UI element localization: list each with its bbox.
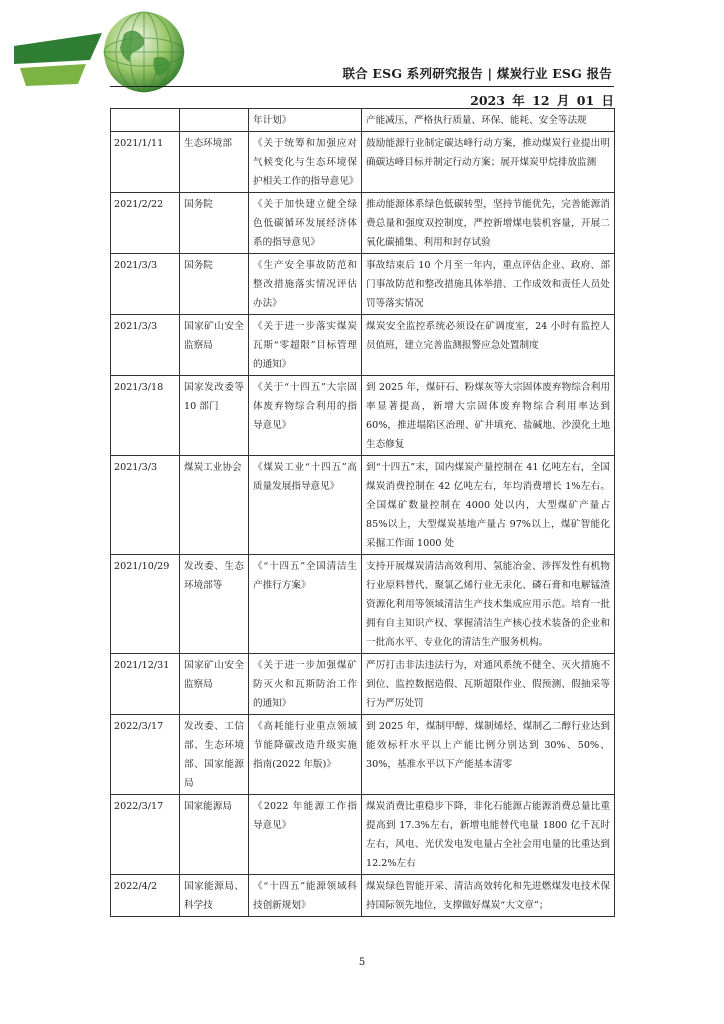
cell-department: 国家能源局	[180, 795, 249, 875]
table-row	[111, 132, 615, 193]
cell-date: 2022/3/17	[111, 715, 180, 795]
cell-content: 支持开展煤炭清洁高效利用、氢能冶金、涉挥发性有机物行业原料替代、聚氯乙烯行业无汞化、磷石膏和电解锰渣资源化利用等领域清洁生产技术集成应用示范。培育一批拥有自主知识产权、掌握清洁生产核心技术装备的企业和一批高水平、专业化的清洁生产服务机构。	[362, 555, 615, 654]
cell-date: 2022/3/17	[111, 795, 180, 875]
cell-document: 《高耗能行业重点领域节能降碳改造升级实施指南(2022 年版)》	[249, 715, 362, 795]
cell-content: 煤炭绿色智能开采、清洁高效转化和先进燃煤发电技术保持国际领先地位，支撑做好煤炭“大文章”；	[362, 875, 615, 917]
cell-document: 《煤炭工业“十四五”高质量发展指导意见》	[249, 456, 362, 555]
cell-content: 到“十四五”末，国内煤炭产量控制在 41 亿吨左右，全国煤炭消费控制在 42 亿吨左右，年均消费增长 1%左右。全国煤矿数量控制在 4000 处以内，大型煤矿产量占 85%以上，大型煤炭基地产量占 97%以上，煤矿智能化采掘工作面 1000 处	[362, 456, 615, 555]
cell-date: 2021/3/3	[111, 456, 180, 555]
cell-department	[180, 109, 249, 132]
policy-table	[110, 108, 615, 917]
cell-department: 国务院	[180, 254, 249, 315]
table-row	[111, 193, 615, 254]
cell-date: 2021/3/3	[111, 254, 180, 315]
table-row	[111, 875, 615, 917]
cell-content: 煤炭消费比重稳步下降，非化石能源占能源消费总量比重提高到 17.3%左右，新增电能替代电量 1800 亿千瓦时左右，风电、光伏发电发电量占全社会用电量的比重达到 12.2%左右	[362, 795, 615, 875]
cell-content: 严厉打击非法违法行为，对通风系统不健全、灭火措施不到位、监控数据造假、瓦斯超限作业、假预测、假抽采等行为严厉处罚	[362, 654, 615, 715]
cell-date: 2021/3/18	[111, 376, 180, 456]
cell-department: 煤炭工业协会	[180, 456, 249, 555]
cell-date	[111, 109, 180, 132]
cell-content: 事故结束后 10 个月至一年内，重点评估企业、政府、部门事故防范和整改措施具体举措、工作成效和责任人员处罚等落实情况	[362, 254, 615, 315]
table-row	[111, 109, 615, 132]
table-row	[111, 456, 615, 555]
cell-date: 2021/1/11	[111, 132, 180, 193]
cell-department: 发改委、生态环境部等	[180, 555, 249, 654]
cell-date: 2021/10/29	[111, 555, 180, 654]
cell-document: 《生产安全事故防范和整改措施落实情况评估办法》	[249, 254, 362, 315]
cell-content: 到 2025 年，煤制甲醇、煤制烯烃、煤制乙二醇行业达到能效标杆水平以上产能比例分别达到 30%、50%、30%，基准水平以下产能基本清零	[362, 715, 615, 795]
cell-department: 国务院	[180, 193, 249, 254]
cell-document: 《关于加快建立健全绿色低碳循环发展经济体系的指导意见》	[249, 193, 362, 254]
cell-document: 《“十四五”能源领域科技创新规划》	[249, 875, 362, 917]
cell-date: 2021/2/22	[111, 193, 180, 254]
cell-document: 《关于统筹和加强应对气候变化与生态环境保护相关工作的指导意见》	[249, 132, 362, 193]
cell-content: 到 2025 年，煤矸石、粉煤灰等大宗固体废弃物综合利用率显著提高，新增大宗固体废弃物综合利用率达到 60%，推进塌陷区治理、矿井填充、盐碱地、沙漠化土地生态修复	[362, 376, 615, 456]
cell-document: 《“十四五”全国清洁生产推行方案》	[249, 555, 362, 654]
header-divider	[110, 86, 614, 87]
cell-department: 发改委、工信部、生态环境部、国家能源局	[180, 715, 249, 795]
table-row	[111, 254, 615, 315]
cell-content: 推动能源体系绿色低碳转型，坚持节能优先，完善能源消费总量和强度双控制度，严控新增煤电装机容量，开展二氧化碳捕集、利用和封存试验	[362, 193, 615, 254]
report-header-title: 联合 ESG 系列研究报告 | 煤炭行业 ESG 报告	[342, 66, 612, 81]
cell-document: 《关于进一步落实煤炭瓦斯“零超限”目标管理的通知》	[249, 315, 362, 376]
cell-department: 生态环境部	[180, 132, 249, 193]
page-number: 5	[358, 957, 366, 968]
report-date: 2023 年 12 月 01 日	[470, 93, 614, 108]
cell-content: 产能减压，严格执行质量、环保、能耗、安全等法规	[362, 109, 615, 132]
cell-content: 鼓励能源行业制定碳达峰行动方案，推动煤炭行业提出明确碳达峰目标并制定行动方案；展开煤炭甲烷排放监测	[362, 132, 615, 193]
cell-document: 年计划》	[249, 109, 362, 132]
cell-department: 国家矿山安全监察局	[180, 654, 249, 715]
cell-department: 国家发改委等 10 部门	[180, 376, 249, 456]
cell-content: 煤炭安全监控系统必须设在矿调度室，24 小时有监控人员值班，建立完善监测报警应急处置制度	[362, 315, 615, 376]
cell-document: 《关于“十四五”大宗固体废弃物综合利用的指导意见》	[249, 376, 362, 456]
table-row	[111, 715, 615, 795]
table-row	[111, 315, 615, 376]
table-row	[111, 555, 615, 654]
table-row	[111, 376, 615, 456]
cell-document: 《关于进一步加强煤矿防灭火和瓦斯防治工作的通知》	[249, 654, 362, 715]
cell-department: 国家能源局、科学技	[180, 875, 249, 917]
cell-document: 《2022 年能源工作指导意见》	[249, 795, 362, 875]
cell-date: 2021/3/3	[111, 315, 180, 376]
table-row	[111, 795, 615, 875]
table-row	[111, 654, 615, 715]
cell-department: 国家矿山安全监察局	[180, 315, 249, 376]
cell-date: 2021/12/31	[111, 654, 180, 715]
cell-date: 2022/4/2	[111, 875, 180, 917]
